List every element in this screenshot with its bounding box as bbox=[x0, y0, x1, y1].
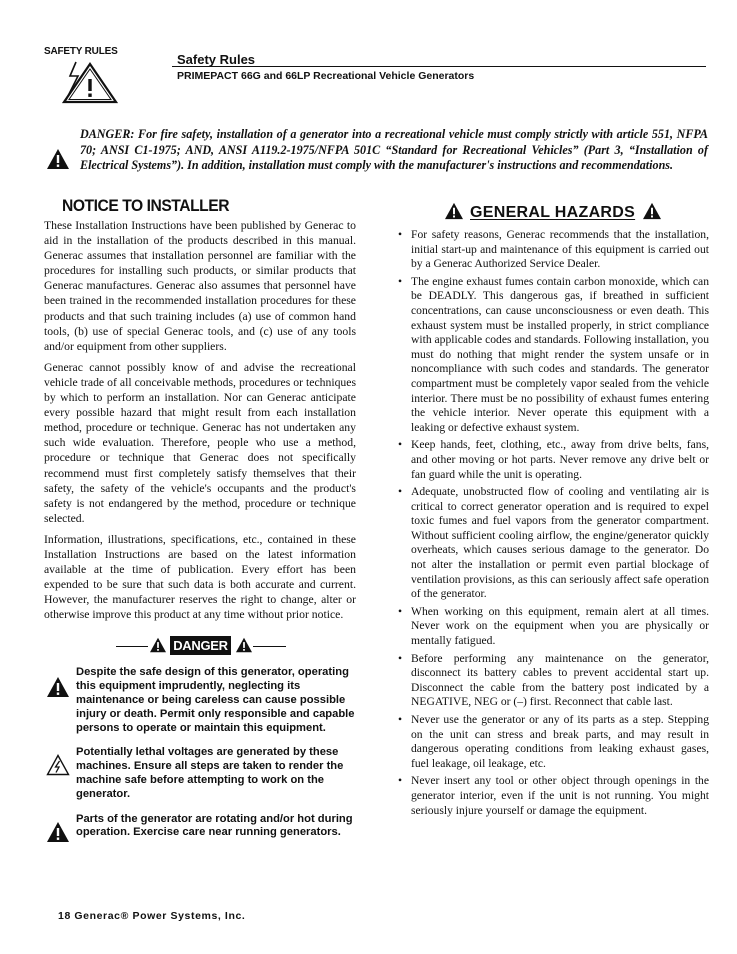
hazards-list bbox=[397, 228, 709, 818]
right-column bbox=[397, 228, 709, 821]
general-hazards-title: GENERAL HAZARDS bbox=[470, 204, 636, 221]
list-item: • When working on this equipment, remain alert at all times. Never work on the equipment when you are physically or mentally fatigued. bbox=[397, 605, 709, 649]
notice-heading: NOTICE TO INSTALLER bbox=[62, 196, 230, 215]
list-item: • The engine exhaust fumes contain carbon monoxide, which can be DEADLY. This dangerous gas, if breathed in sufficient concentrations, can cause unconsciousness or even death. This exhaust system must be installed properly, in strict compliance with applicable codes and standards. Following installation, you must do nothing that might render the system unsafe or in noncompliance with such codes and standards. The generator compartment must be completely vapor sealed from the vehicle interior. There must be no possibility of exhaust fumes entering the vehicle interior. Never operate this equipment with a leaking or defective exhaust system. bbox=[397, 275, 709, 436]
list-item: • For safety reasons, Generac recommends that the installation, initial start-up and maintenance of this equipment is carried out by a Generac Authorized Service Dealer. bbox=[397, 228, 709, 272]
page-subtitle: PRIMEPACT 66G and 66LP Recreational Vehicle Generators bbox=[177, 70, 475, 82]
warning-triangle-icon bbox=[444, 202, 464, 220]
notice-paragraph: Generac cannot possibly know of and advise the recreational vehicle trade of all conceivable methods, procedures or techniques by which to perform an installation. Nor can Generac anticipate every possible hazard that might result from each installation method, procedure or technique. Generac has not undertaken any such wide evaluation. Therefore, people who use a method, procedure or technique that Generac does not specifically recommend must first completely satisfy themselves that their safety, the safety of the vehicle's occupants and the product's safety is not endangered by the method, procedure or technique selected. bbox=[44, 360, 356, 525]
danger-warning-text: Despite the safe design of this generator, operating this equipment imprudently, neglecting its maintenance or being careless can cause possible injury or death. Permit only responsible and capable persons to operate or maintain this equipment. bbox=[76, 666, 355, 734]
general-hazards-heading bbox=[444, 202, 674, 226]
warning-triangle-icon bbox=[46, 148, 70, 170]
danger-label: DANGER bbox=[170, 636, 231, 655]
warning-triangle-filled-icon bbox=[46, 676, 70, 698]
danger-warning-item bbox=[44, 813, 356, 841]
warning-triangle-icon bbox=[149, 637, 167, 653]
notice-paragraph: Information, illustrations, specifications, etc., contained in these Installation Instructions are based on the latest information available at the time of publication. Every effort has been expended to be sure that such data is both accurate and current. However, the manufacturer reserves the right to change, alter or otherwise improve this product at any time without prior notice. bbox=[44, 532, 356, 622]
fire-safety-warning: DANGER: For fire safety, installation of a generator into a recreational vehicle must comply strictly with article 551, NFPA 70; ANSI C1-1975; AND, ANSI A119.2-1975/NFPA 501C “Standard for Recreational Vehicles” (Part 3, “Installation of Electrical Systems”). In addition, installation must comply with the manufacturer's instructions and recommendations. bbox=[80, 127, 708, 172]
banner-rule-left bbox=[116, 646, 148, 647]
list-item: • Never insert any tool or other object through openings in the generator interior, even if the unit is not running. You might seriously injure yourself or damage the equipment. bbox=[397, 774, 709, 818]
warning-triangle-filled-icon bbox=[46, 821, 70, 843]
notice-paragraph: These Installation Instructions have been published by Generac to aid in the installation of the products described in this manual. Generac assumes that installation personnel are familiar with the procedures for installing such products, or similar products that Generac manufactures. Generac also assumes that personnel have been trained in the recommended installation procedures for these products and that such training includes (a) use of common hand tools, (b) use of special Generac tools, and (c) use of any tools and/or equipment from other suppliers. bbox=[44, 219, 356, 353]
section-tag: SAFETY RULES bbox=[44, 46, 118, 57]
electrical-warning-logo-icon bbox=[54, 60, 124, 106]
list-item: • Never use the generator or any of its parts as a step. Stepping on the unit can stress and break parts, and may result in dangerous operating conditions from leaking exhaust gases, fuel leakage, oil leakage, etc. bbox=[397, 713, 709, 771]
danger-banner bbox=[116, 636, 286, 656]
list-item: • Keep hands, feet, clothing, etc., away from drive belts, fans, and other moving or hot parts. Never remove any drive belt or fan guard while the unit is operating. bbox=[397, 438, 709, 482]
page-title: Safety Rules bbox=[177, 52, 256, 67]
banner-rule-right bbox=[253, 646, 286, 647]
left-column bbox=[44, 196, 356, 851]
danger-warning-text: Potentially lethal voltages are generated by these machines. Ensure all steps are taken to render the machine safe before attempting to work on the generator. bbox=[76, 746, 344, 800]
page-footer: 18 Generac® Power Systems, Inc. bbox=[58, 910, 246, 922]
warning-triangle-icon bbox=[642, 202, 662, 220]
danger-warning-item bbox=[44, 746, 356, 801]
list-item: • Adequate, unobstructed flow of cooling and ventilating air is critical to correct generator operation and is required to expel toxic fumes and fuel vapors from the generator compartment. Without sufficient cooling airflow, the engine/generator quickly overheats, which causes serious damage to the generator. Do not alter the installation or permit even partial blockage of ventilation provisions, as this can seriously affect safe operation of the generator. bbox=[397, 485, 709, 602]
electrical-hazard-icon bbox=[46, 754, 70, 776]
list-item: • Before performing any maintenance on the generator, disconnect its battery cables to prevent accidental start up. Disconnect the cable from the battery post indicated by a NEGATIVE, NEG or (–) first. Reconnect that cable last. bbox=[397, 652, 709, 710]
danger-warning-text: Parts of the generator are rotating and/or hot during operation. Exercise care near running generators. bbox=[76, 812, 353, 839]
danger-warning-item bbox=[44, 666, 356, 735]
header-divider bbox=[172, 66, 706, 67]
warning-triangle-icon bbox=[235, 637, 253, 653]
